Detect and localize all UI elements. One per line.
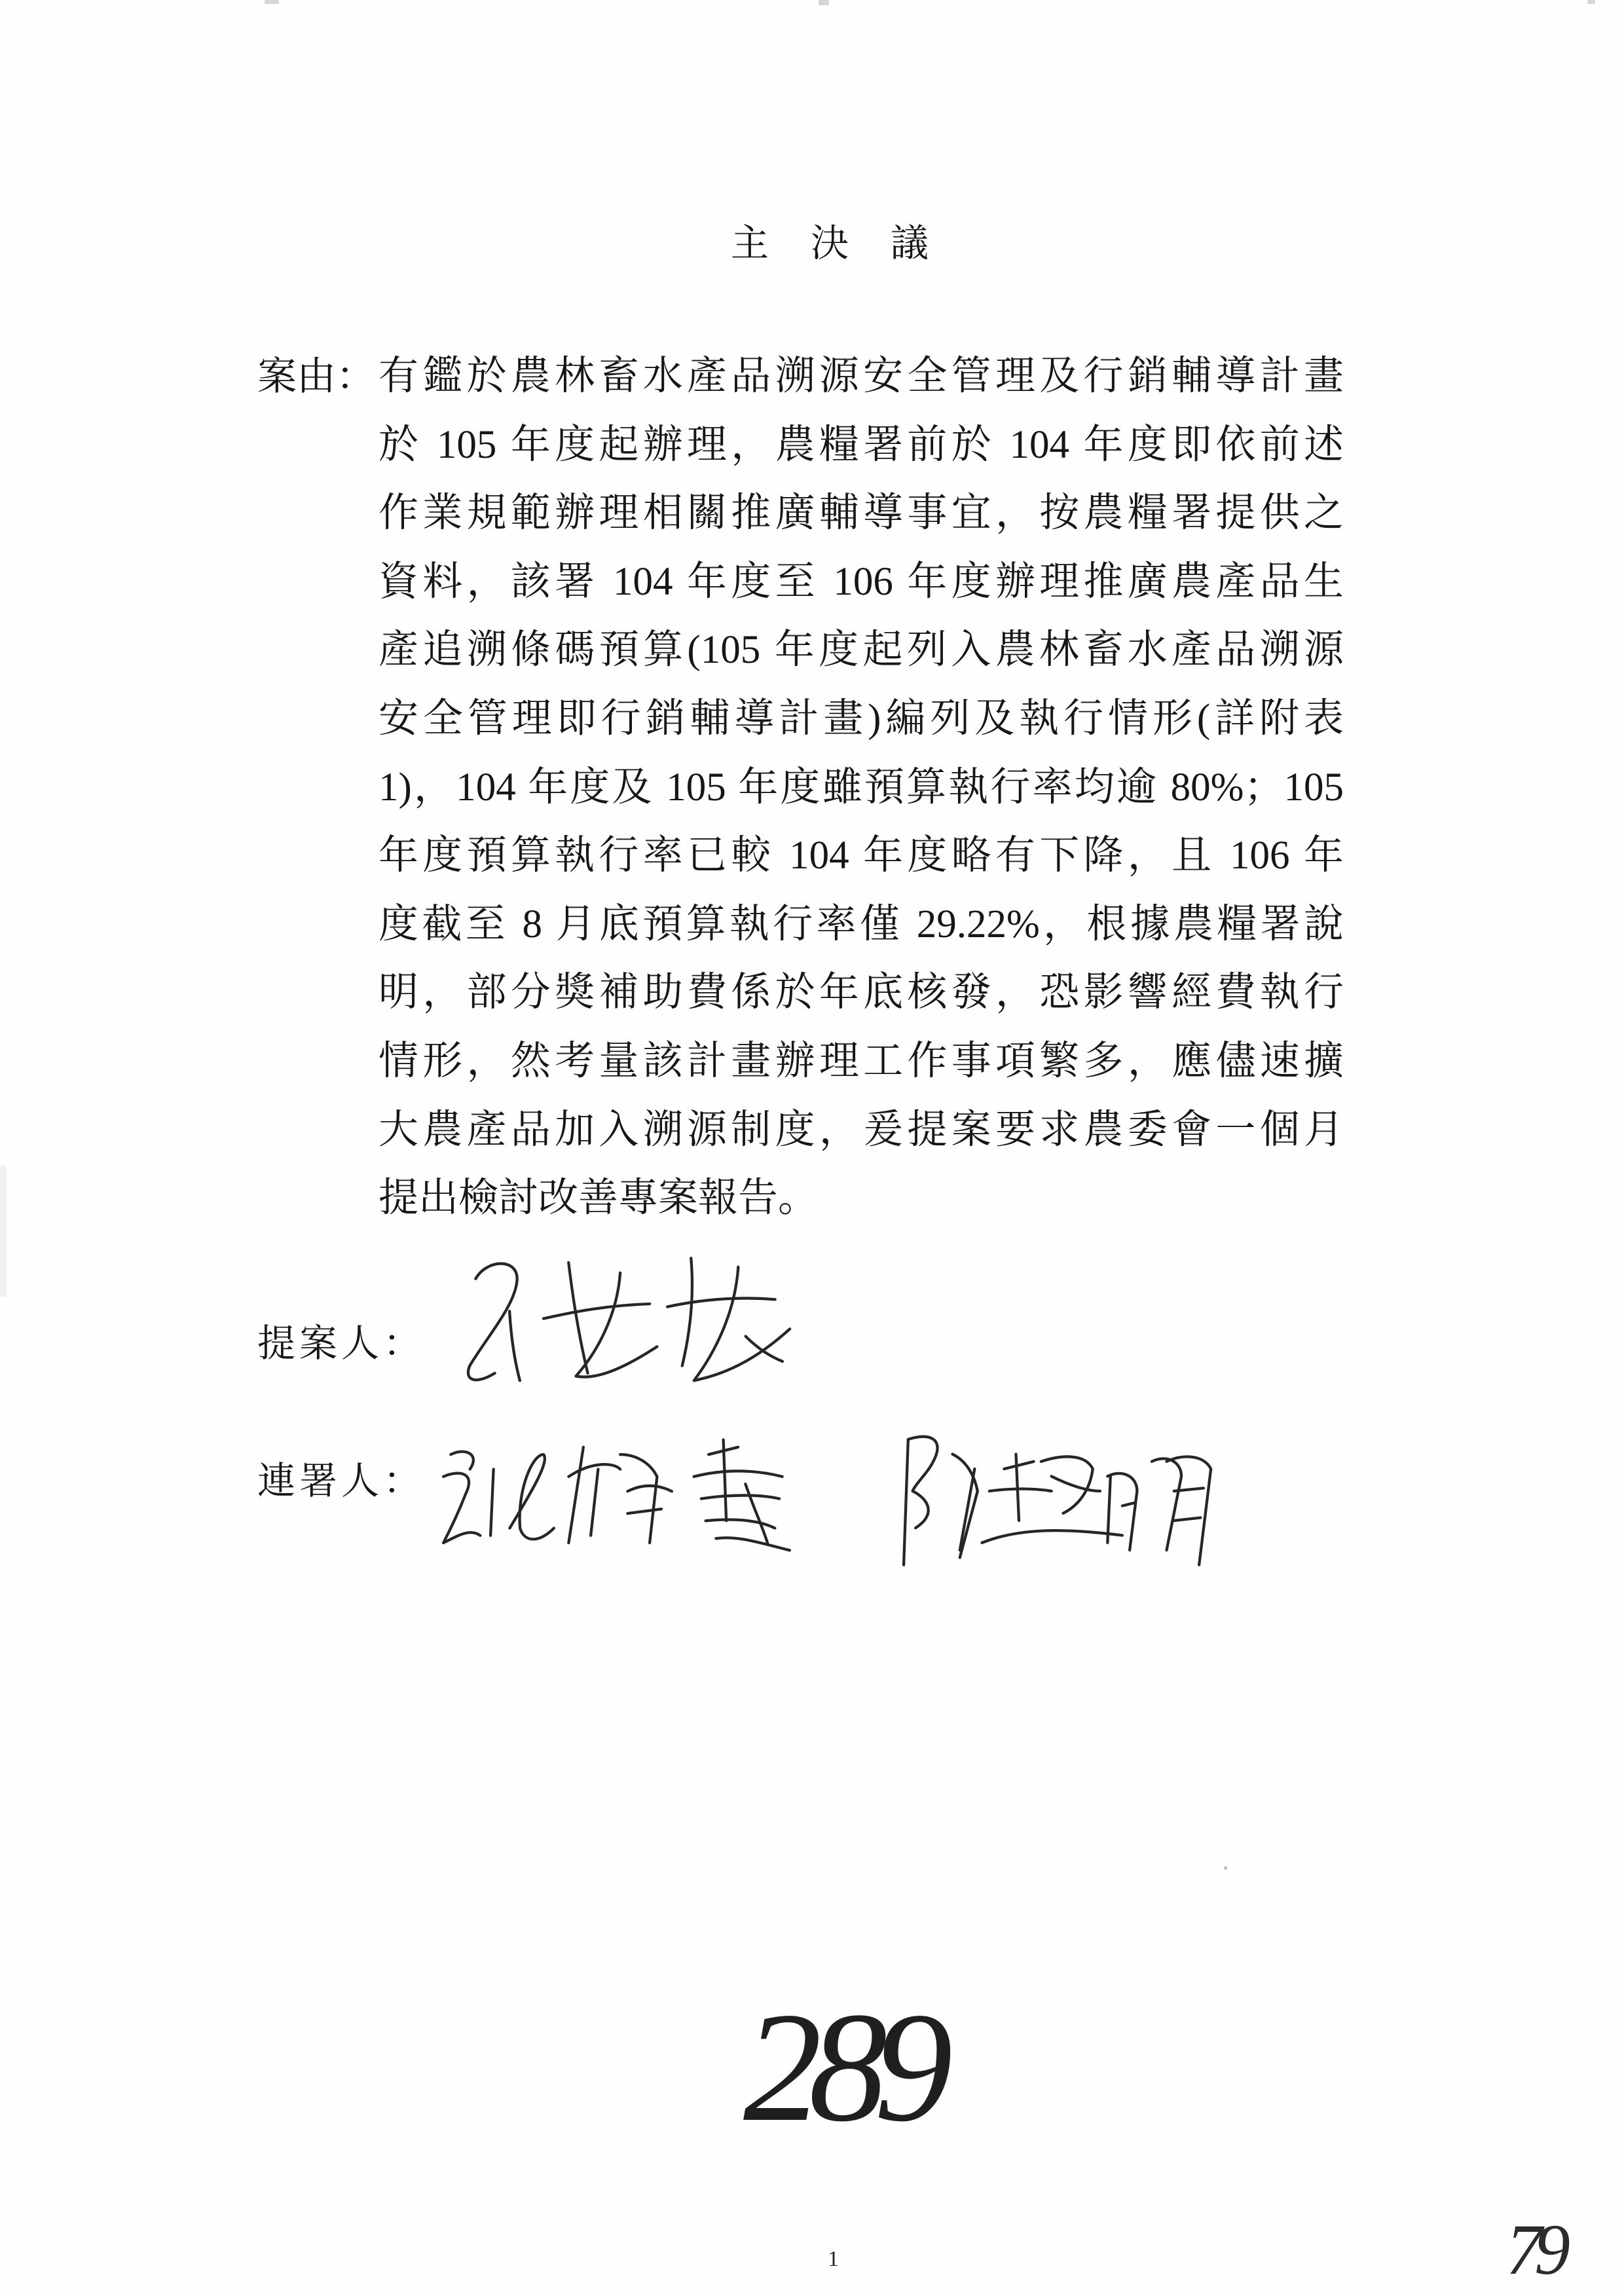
scan-mark	[1224, 1866, 1227, 1870]
case-line: 情形，然考量該計畫辦理工作事項繁多，應儘速擴	[378, 1039, 1344, 1083]
cosigner-signature-2	[886, 1417, 1233, 1572]
case-line: 有鑑於農林畜水產品溯源安全管理及行銷輔導計畫	[378, 354, 1344, 398]
cosigner-label: 連署人：	[257, 1460, 426, 1502]
document-title: 主決議	[731, 222, 971, 265]
scan-mark	[1587, 0, 1595, 4]
case-line: 明，部分獎補助費係於年底核發，恐影響經費執行	[378, 971, 1344, 1015]
case-line: 作業規範辦理相關推廣輔導事宜，按農糧署提供之	[378, 491, 1344, 536]
case-line: 於 105 年度起辦理，農糧署前於 104 年度即依前述	[378, 422, 1344, 467]
case-line: 1)，104 年度及 105 年度雖預算執行率均逾 80%；105	[378, 765, 1344, 809]
scan-mark	[819, 0, 829, 5]
scan-mark	[265, 0, 279, 4]
cosigner-signature-1	[428, 1425, 805, 1572]
scan-mark	[0, 1166, 7, 1297]
handwritten-corner-number: 79	[1506, 2210, 1562, 2289]
case-body	[378, 343, 1344, 1233]
case-line: 大農產品加入溯源制度，爰提案要求農委會一個月	[378, 1107, 1344, 1152]
case-line: 產追溯條碼預算(105 年度起列入農林畜水產品溯源	[378, 628, 1344, 673]
case-line: 年度預算執行率已較 104 年度略有下降，且 106 年	[378, 834, 1344, 878]
proposer-label: 提案人：	[257, 1322, 426, 1365]
case-line: 度截至 8 月底預算執行率僅 29.22%，根據農糧署說	[378, 902, 1344, 946]
case-line: 提出檢討改善專案報告。	[378, 1176, 819, 1221]
proposer-signature	[451, 1240, 812, 1403]
case-line: 資料，該署 104 年度至 106 年度辦理推廣農產品生	[378, 559, 1344, 604]
page-number: 1	[828, 2247, 839, 2271]
case-label: 案由：	[257, 355, 375, 398]
case-line: 安全管理即行銷輔導計畫)編列及執行情形(詳附表	[378, 696, 1344, 741]
handwritten-page-number: 289	[743, 1980, 940, 2154]
